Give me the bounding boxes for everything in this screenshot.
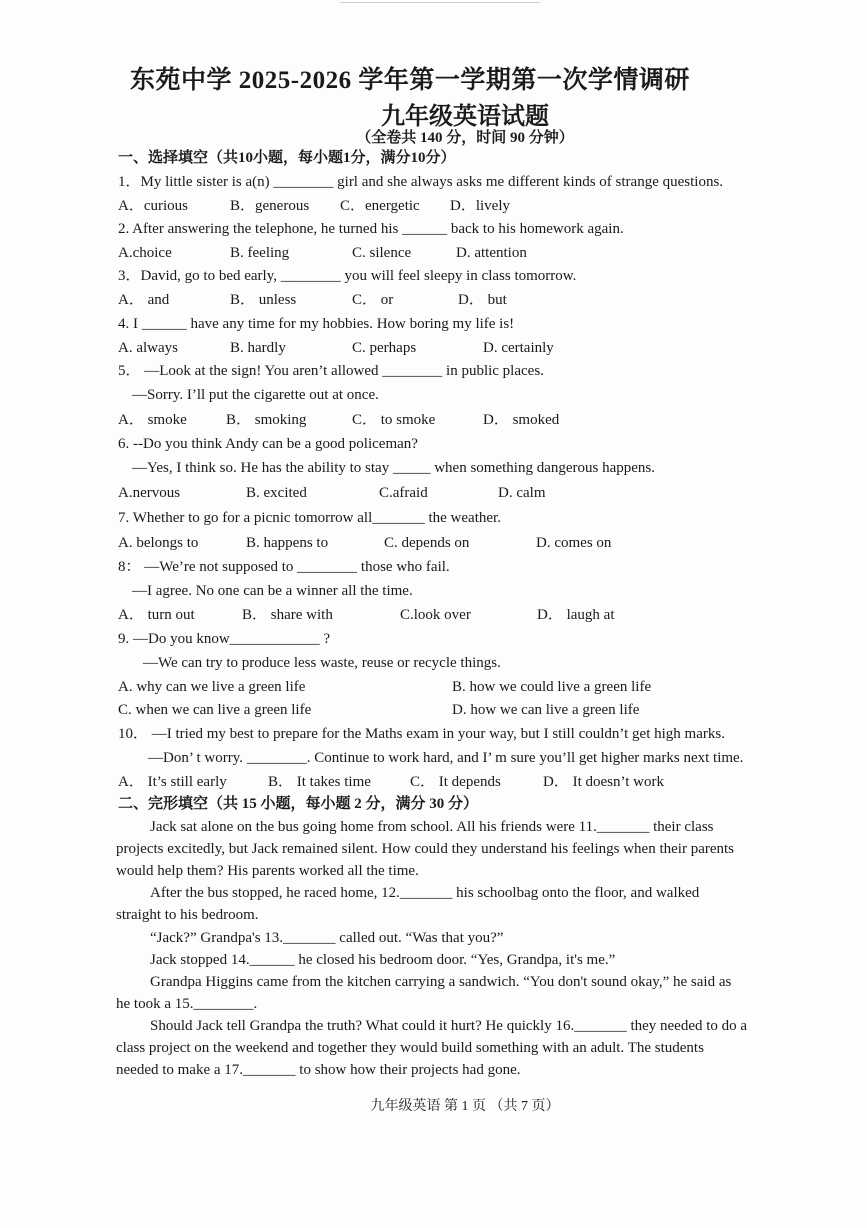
q3-option-b: B． unless: [230, 292, 297, 308]
q5-option-a: A． smoke: [118, 412, 187, 428]
q9-option-a: A. why can we live a green life: [118, 679, 306, 695]
q7-option-c: C. depends on: [384, 535, 470, 551]
q5-option-b: B． smoking: [226, 412, 307, 428]
question-5-stem: 5． —Look at the sign! You aren’t allowed ________ in public places.: [118, 363, 544, 379]
q8-option-c: C.look over: [400, 607, 471, 623]
q9-option-c: C. when we can live a green life: [118, 702, 312, 718]
q6-option-d: D. calm: [498, 485, 546, 501]
q8-option-a: A． turn out: [118, 607, 195, 623]
q10-option-a: A． It’s still early: [118, 774, 227, 790]
passage-line: straight to his bedroom.: [116, 907, 259, 923]
question-5-reply: —Sorry. I’ll put the cigarette out at once.: [132, 387, 379, 403]
q9-option-d: D. how we can live a green life: [452, 702, 640, 718]
question-7-stem: 7. Whether to go for a picnic tomorrow all_______ the weather.: [118, 510, 501, 526]
page-footer: 九年级英语 第 1 页 （共 7 页）: [370, 1099, 560, 1114]
q1-option-b: B．generous: [230, 198, 310, 214]
section1-heading: 一、选择填空（共10小题，每小题1分，满分10分）: [118, 150, 456, 166]
q9-option-b: B. how we could live a green life: [452, 679, 652, 695]
q1-option-a: A．curious: [118, 198, 188, 214]
q2-option-b: B. feeling: [230, 245, 290, 261]
q6-option-c: C.afraid: [379, 485, 428, 501]
q2-option-d: D. attention: [456, 245, 527, 261]
q8-option-d: D． laugh at: [537, 607, 615, 623]
passage-line: Should Jack tell Grandpa the truth? What could it hurt? He quickly 16._______ they needed to do a: [150, 1018, 748, 1034]
passage-line: “Jack?” Grandpa's 13._______ called out. “Was that you?”: [150, 930, 504, 946]
passage-line: he took a 15.________.: [116, 996, 258, 1012]
section2-heading: 二、完形填空（共 15 小题，每小题 2 分，满分 30 分）: [118, 796, 479, 812]
q3-option-c: C． or: [352, 292, 394, 308]
passage-line: projects excitedly, but Jack remained silent. How could they understand his feelings when their parents: [116, 841, 735, 857]
q10-option-c: C． It depends: [410, 774, 501, 790]
question-6-reply: —Yes, I think so. He has the ability to stay _____ when something dangerous happens.: [132, 460, 656, 476]
q2-option-c: C. silence: [352, 245, 412, 261]
q8-option-b: B． share with: [242, 607, 333, 623]
passage-line: After the bus stopped, he raced home, 12._______ his schoolbag onto the floor, and walked: [150, 885, 700, 901]
q4-option-b: B. hardly: [230, 340, 286, 356]
q7-option-d: D. comes on: [536, 535, 612, 551]
q6-option-a: A.nervous: [118, 485, 181, 501]
q10-option-d: D． It doesn’t work: [543, 774, 664, 790]
question-10-stem: 10． —I tried my best to prepare for the Maths exam in your way, but I still couldn’t get high marks.: [118, 726, 725, 742]
q1-option-d: D．lively: [450, 198, 510, 214]
question-9-reply: —We can try to produce less waste, reuse or recycle things.: [143, 655, 501, 671]
passage-line: Jack sat alone on the bus going home from school. All his friends were 11._______ their class: [150, 819, 714, 835]
passage-line: would help them? His parents worked all the time.: [116, 863, 419, 879]
q7-option-a: A. belongs to: [118, 535, 199, 551]
passage-line: needed to make a 17._______ to show how their projects had gone.: [116, 1062, 521, 1078]
question-3-stem: 3．David, go to bed early, ________ you will feel sleepy in class tomorrow.: [118, 268, 577, 284]
question-4-stem: 4. I ______ have any time for my hobbies. How boring my life is!: [118, 316, 515, 332]
question-8-reply: —I agree. No one can be a winner all the time.: [132, 583, 413, 599]
question-6-stem: 6. --Do you think Andy can be a good policeman?: [118, 436, 418, 452]
question-10-reply: —Don’ t worry. ________. Continue to work hard, and I’ m sure you’ll get higher marks next time.: [148, 750, 744, 766]
exam-title: 东苑中学 2025-2026 学年第一学期第一次学情调研: [130, 67, 690, 94]
q4-option-c: C. perhaps: [352, 340, 417, 356]
q4-option-a: A. always: [118, 340, 178, 356]
exam-subtitle: 九年级英语试题: [381, 104, 549, 130]
q3-option-a: A． and: [118, 292, 170, 308]
q1-option-c: C．energetic: [340, 198, 420, 214]
question-1-stem: 1．My little sister is a(n) ________ girl and she always asks me different kinds of strange questions.: [118, 174, 724, 190]
q10-option-b: B． It takes time: [268, 774, 371, 790]
q4-option-d: D. certainly: [483, 340, 554, 356]
q3-option-d: D． but: [458, 292, 507, 308]
top-divider: [340, 2, 540, 3]
q6-option-b: B. excited: [246, 485, 307, 501]
question-8-stem: 8： —We’re not supposed to ________ those who fail.: [118, 559, 450, 575]
q2-option-a: A.choice: [118, 245, 172, 261]
q5-option-d: D． smoked: [483, 412, 560, 428]
passage-line: class project on the weekend and together they would build something with an adult. The students: [116, 1040, 704, 1056]
question-9-stem: 9. —Do you know____________ ?: [118, 631, 331, 647]
question-2-stem: 2. After answering the telephone, he turned his ______ back to his homework again.: [118, 221, 624, 237]
passage-line: Jack stopped 14.______ he closed his bedroom door. “Yes, Grandpa, it's me.”: [150, 952, 616, 968]
passage-line: Grandpa Higgins came from the kitchen carrying a sandwich. “You don't sound okay,” he said as: [150, 974, 732, 990]
q7-option-b: B. happens to: [246, 535, 329, 551]
exam-info: （全卷共 140 分，时间 90 分钟）: [356, 130, 574, 146]
q5-option-c: C． to smoke: [352, 412, 436, 428]
